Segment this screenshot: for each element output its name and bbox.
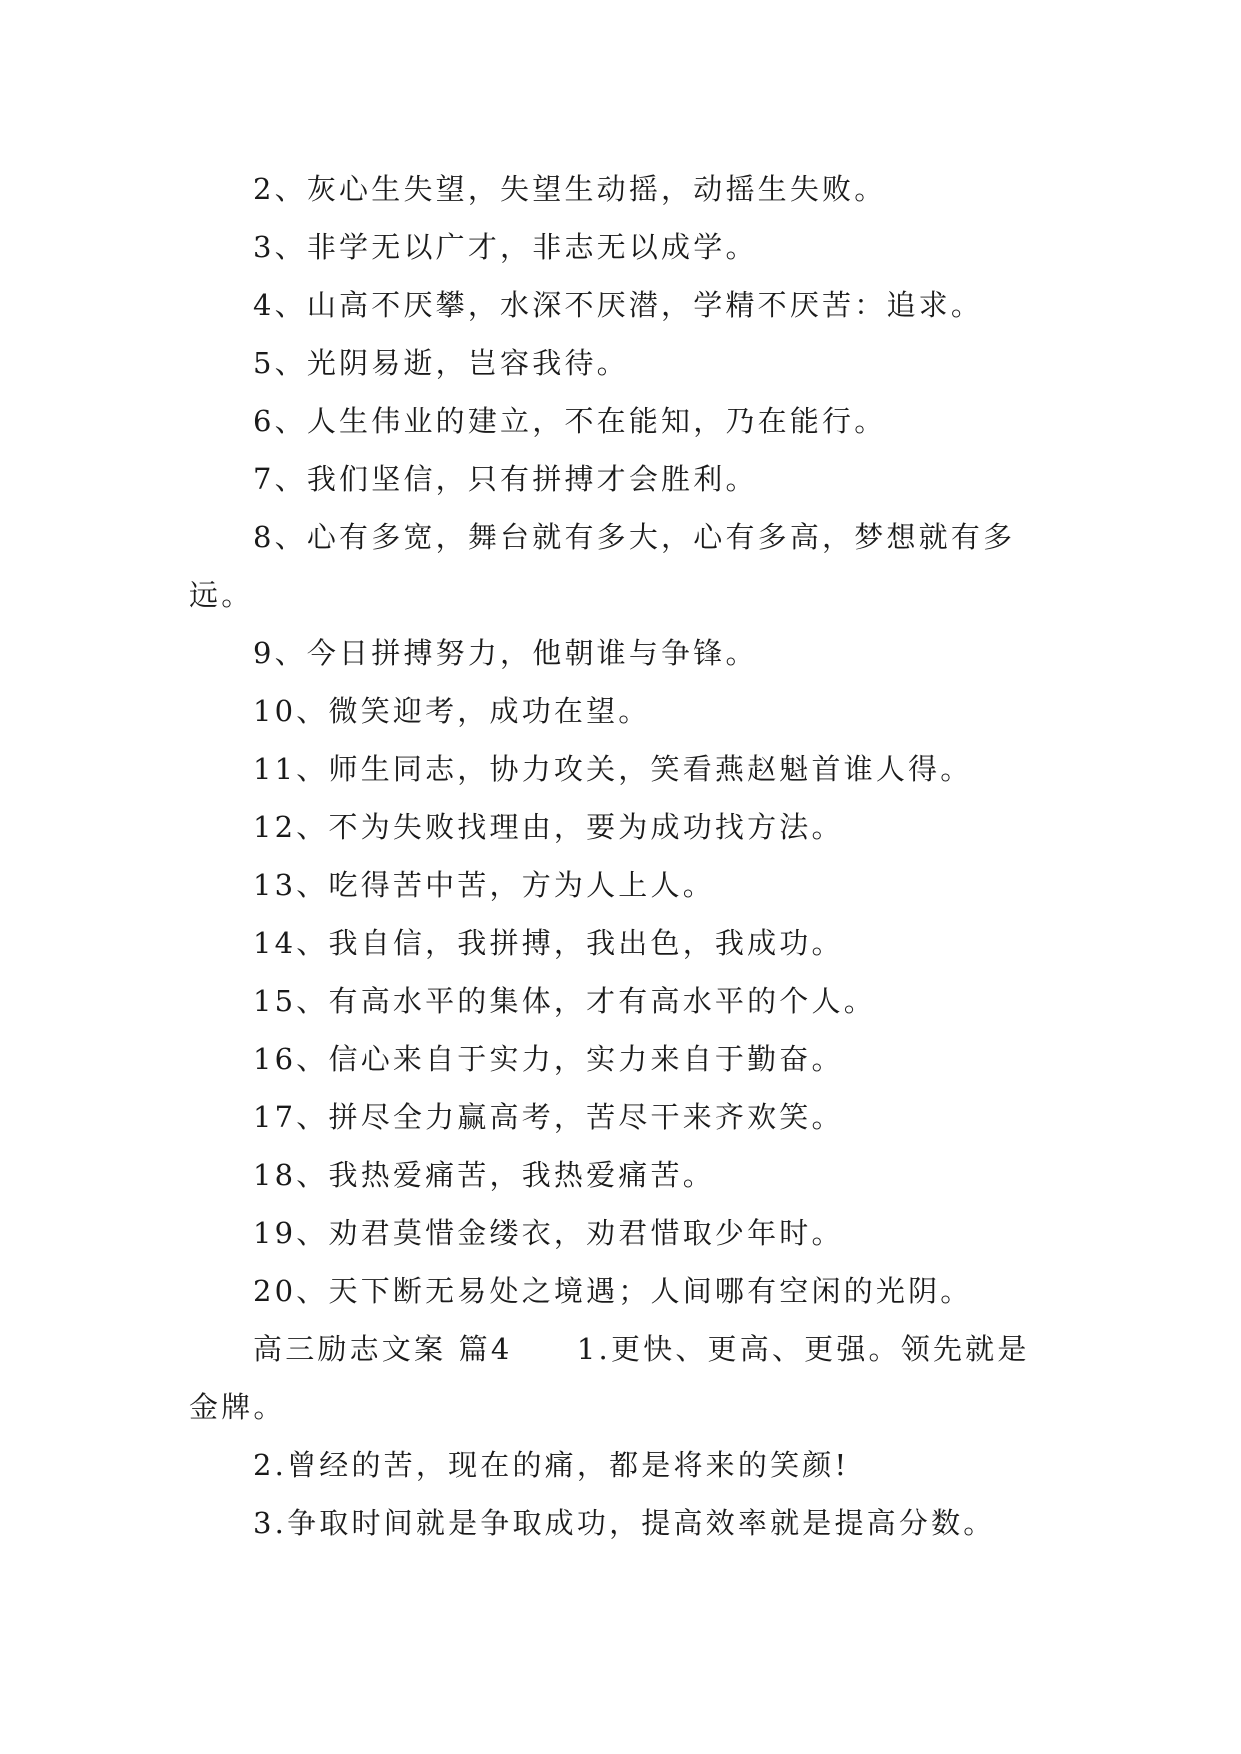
paragraph-18: 18、我热爱痛苦，我热爱痛苦。: [253, 1158, 715, 1192]
paragraph-5: 5、光阴易逝，岂容我待。: [253, 346, 629, 380]
paragraph-13: 13、吃得苦中苦，方为人上人。: [253, 868, 715, 902]
paragraph-3: 3、非学无以广才，非志无以成学。: [253, 230, 758, 264]
section-heading-paragraph: 高三励志文案 篇4 1.更快、更高、更强。领先就是金牌。: [189, 1332, 1030, 1424]
paragraph-6: 6、人生伟业的建立，不在能知，乃在能行。: [253, 404, 887, 438]
paragraph-9: 9、今日拼搏努力，他朝谁与争锋。: [253, 636, 758, 670]
paragraph-12: 12、不为失败找理由，要为成功找方法。: [253, 810, 844, 844]
paragraph-b2: 2.曾经的苦，现在的痛，都是将来的笑颜!: [253, 1448, 850, 1482]
paragraph-11: 11、师生同志，协力攻关，笑看燕赵魁首谁人得。: [253, 752, 973, 786]
paragraph-17: 17、拼尽全力赢高考，苦尽干来齐欢笑。: [253, 1100, 844, 1134]
document-body: [189, 160, 1059, 1552]
paragraph-4: 4、山高不厌攀，水深不厌潜，学精不厌苦：追求。: [253, 288, 984, 322]
paragraph-8: 8、心有多宽，舞台就有多大，心有多高，梦想就有多远。: [189, 520, 1016, 612]
paragraph-20: 20、天下断无易处之境遇；人间哪有空闲的光阴。: [253, 1274, 973, 1308]
paragraph-14: 14、我自信，我拼搏，我出色，我成功。: [253, 926, 844, 960]
paragraph-10: 10、微笑迎考，成功在望。: [253, 694, 651, 728]
paragraph-19: 19、劝君莫惜金缕衣，劝君惜取少年时。: [253, 1216, 844, 1250]
paragraph-15: 15、有高水平的集体，才有高水平的个人。: [253, 984, 876, 1018]
paragraph-7: 7、我们坚信，只有拼搏才会胜利。: [253, 462, 758, 496]
paragraph-b3: 3.争取时间就是争取成功，提高效率就是提高分数。: [253, 1506, 996, 1540]
paragraph-16: 16、信心来自于实力，实力来自于勤奋。: [253, 1042, 844, 1076]
paragraph-2: 2、灰心生失望，失望生动摇，动摇生失败。: [253, 172, 887, 206]
